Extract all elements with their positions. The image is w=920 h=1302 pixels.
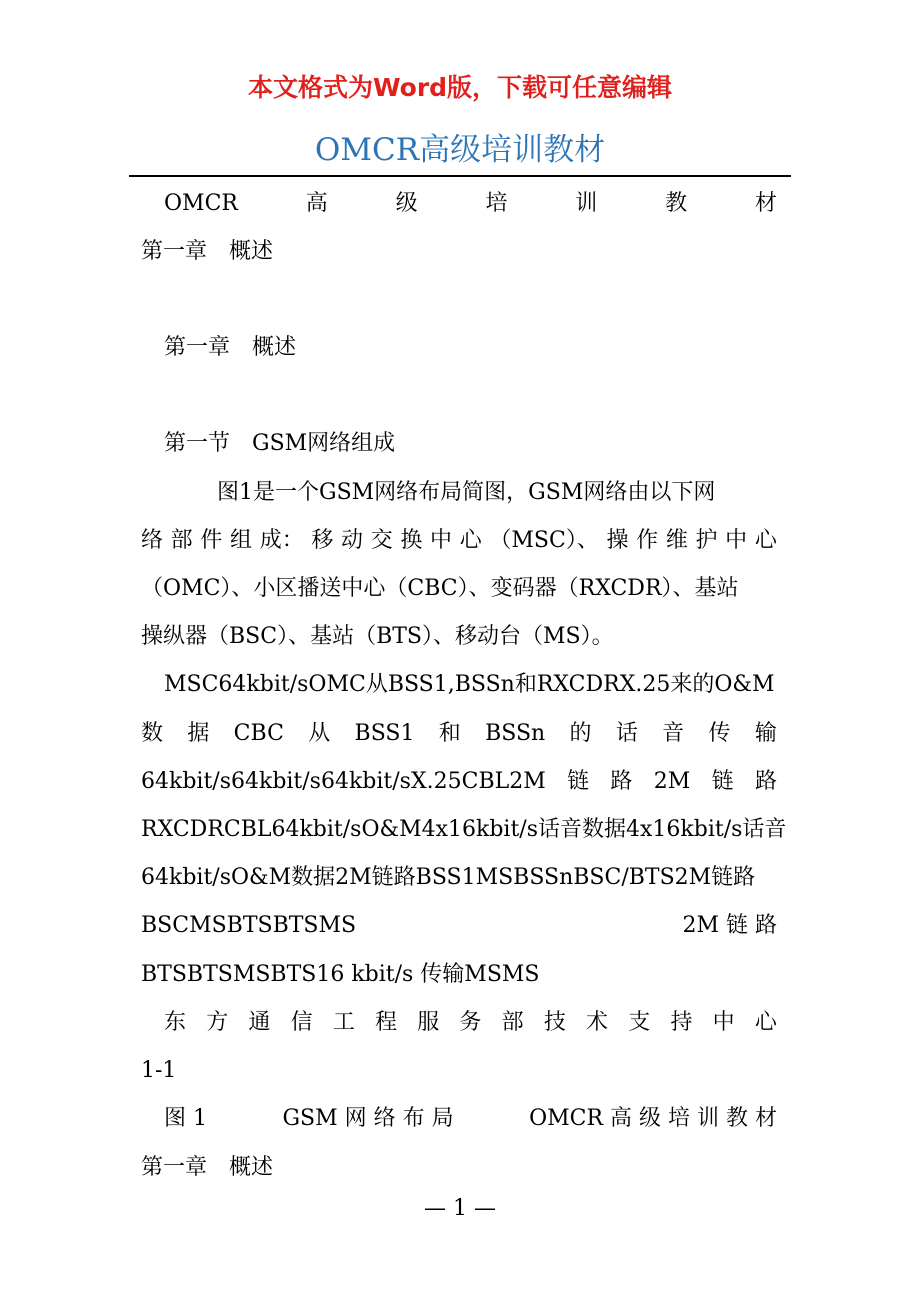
text-fragment: CBC	[233, 721, 284, 746]
body-line-11	[141, 767, 777, 797]
body-line-10	[141, 719, 777, 749]
text-fragment: 服	[417, 1010, 440, 1035]
text-fragment: 操	[606, 528, 629, 553]
text-fragment: 组	[230, 528, 253, 553]
section-heading: 第一节 GSM网络组成	[164, 431, 396, 456]
text-fragment: 心	[754, 528, 777, 553]
text-fragment: GSM 网 络 布 局	[282, 1106, 454, 1131]
text-fragment: BSS1	[354, 721, 415, 746]
text-fragment: 图 1	[164, 1106, 207, 1131]
text-fragment: 术	[586, 1010, 609, 1035]
text-fragment: 2M	[653, 769, 691, 794]
text-fragment: 培	[485, 191, 508, 216]
text-fragment: 从	[308, 721, 331, 746]
text-fragment: 心	[459, 528, 482, 553]
text-fragment: OMCR	[164, 191, 238, 216]
body-line-2: 第一章 概述	[141, 239, 274, 264]
text-fragment: 和	[438, 721, 461, 746]
text-fragment: 络	[141, 528, 164, 553]
chapter-heading: 第一章 概述	[164, 335, 297, 360]
text-fragment: 路	[610, 769, 633, 794]
text-fragment: 部	[501, 1010, 524, 1035]
text-fragment: BSCMSBTSBTSMS	[141, 913, 357, 938]
text-fragment: 训	[575, 191, 598, 216]
body-line-1	[164, 189, 777, 219]
text-fragment: 级	[395, 191, 418, 216]
text-fragment: 2M 链 路	[682, 913, 777, 938]
text-fragment: （MSC）、	[489, 528, 599, 553]
body-line-15: BTSBTSMSBTS16 kbit/s 传输MSMS	[141, 962, 540, 987]
text-fragment: 维	[665, 528, 688, 553]
text-fragment: 东	[164, 1010, 187, 1035]
download-banner: 本文格式为Word版，下载可任意编辑	[247, 73, 673, 102]
text-fragment: 持	[670, 1010, 693, 1035]
body-line-8: 操纵器（BSC）、基站（BTS）、移动台（MS）。	[141, 624, 614, 649]
text-fragment: BSSn	[485, 721, 546, 746]
body-line-13: 64kbit/sO&M数据2M链路BSS1MSBSSnBSC/BTS2M链路	[141, 865, 756, 890]
text-fragment: 移	[311, 528, 334, 553]
text-fragment: 信	[290, 1010, 313, 1035]
text-fragment: 话	[615, 721, 638, 746]
organization-line	[164, 1008, 777, 1038]
text-fragment: 音	[662, 721, 685, 746]
text-fragment: 材	[754, 191, 777, 216]
text-fragment: 64kbit/s64kbit/s64kbit/sX.25CBL2M	[141, 769, 546, 794]
text-fragment: 据	[187, 721, 210, 746]
body-line-6	[141, 526, 777, 556]
text-fragment: 中	[430, 528, 453, 553]
text-fragment: OMCR 高 级 培 训 教 材	[529, 1106, 777, 1131]
body-line-14	[141, 911, 777, 941]
body-line-7: （OMC）、小区播送中心（CBC）、变码器（RXCDR）、基站	[141, 576, 739, 601]
text-fragment: 通	[248, 1010, 271, 1035]
text-fragment: 数	[141, 721, 164, 746]
text-fragment: 输	[754, 721, 777, 746]
header-rule	[129, 175, 791, 177]
text-fragment: 部	[170, 528, 193, 553]
body-line-9: MSC64kbit/sOMC从BSS1,BSSn和RXCDRX.25来的O&M	[164, 672, 775, 697]
text-fragment: 程	[375, 1010, 398, 1035]
text-fragment: 传	[708, 721, 731, 746]
text-fragment: 中	[712, 1010, 735, 1035]
text-fragment: 高	[305, 191, 328, 216]
text-fragment: 交	[370, 528, 393, 553]
body-line-5: 图1是一个GSM网络布局简图，GSM网络由以下网	[217, 480, 716, 505]
text-fragment: 务	[459, 1010, 482, 1035]
text-fragment: 链	[567, 769, 590, 794]
text-fragment: 成：	[259, 528, 304, 553]
text-fragment: 心	[754, 1010, 777, 1035]
text-fragment: 的	[569, 721, 592, 746]
text-fragment: 方	[206, 1010, 229, 1035]
text-fragment: 作	[636, 528, 659, 553]
page-number: — 1 —	[424, 1196, 496, 1221]
body-line-19: 第一章 概述	[141, 1155, 274, 1180]
text-fragment: 工	[332, 1010, 355, 1035]
document-title: OMCR高级培训教材	[314, 132, 606, 168]
text-fragment: 技	[543, 1010, 566, 1035]
text-fragment: 支	[628, 1010, 651, 1035]
text-fragment: 换	[400, 528, 423, 553]
text-fragment: 链	[711, 769, 734, 794]
text-fragment: 中	[725, 528, 748, 553]
figure-caption-line	[164, 1104, 777, 1134]
body-line-17: 1-1	[141, 1058, 177, 1083]
body-line-12: RXCDRCBL64kbit/sO&M4x16kbit/s话音数据4x16kbit/s话音	[141, 817, 787, 842]
text-fragment: 件	[200, 528, 223, 553]
text-fragment: 路	[754, 769, 777, 794]
text-fragment: 动	[341, 528, 364, 553]
text-fragment: 护	[695, 528, 718, 553]
text-fragment: 教	[665, 191, 688, 216]
